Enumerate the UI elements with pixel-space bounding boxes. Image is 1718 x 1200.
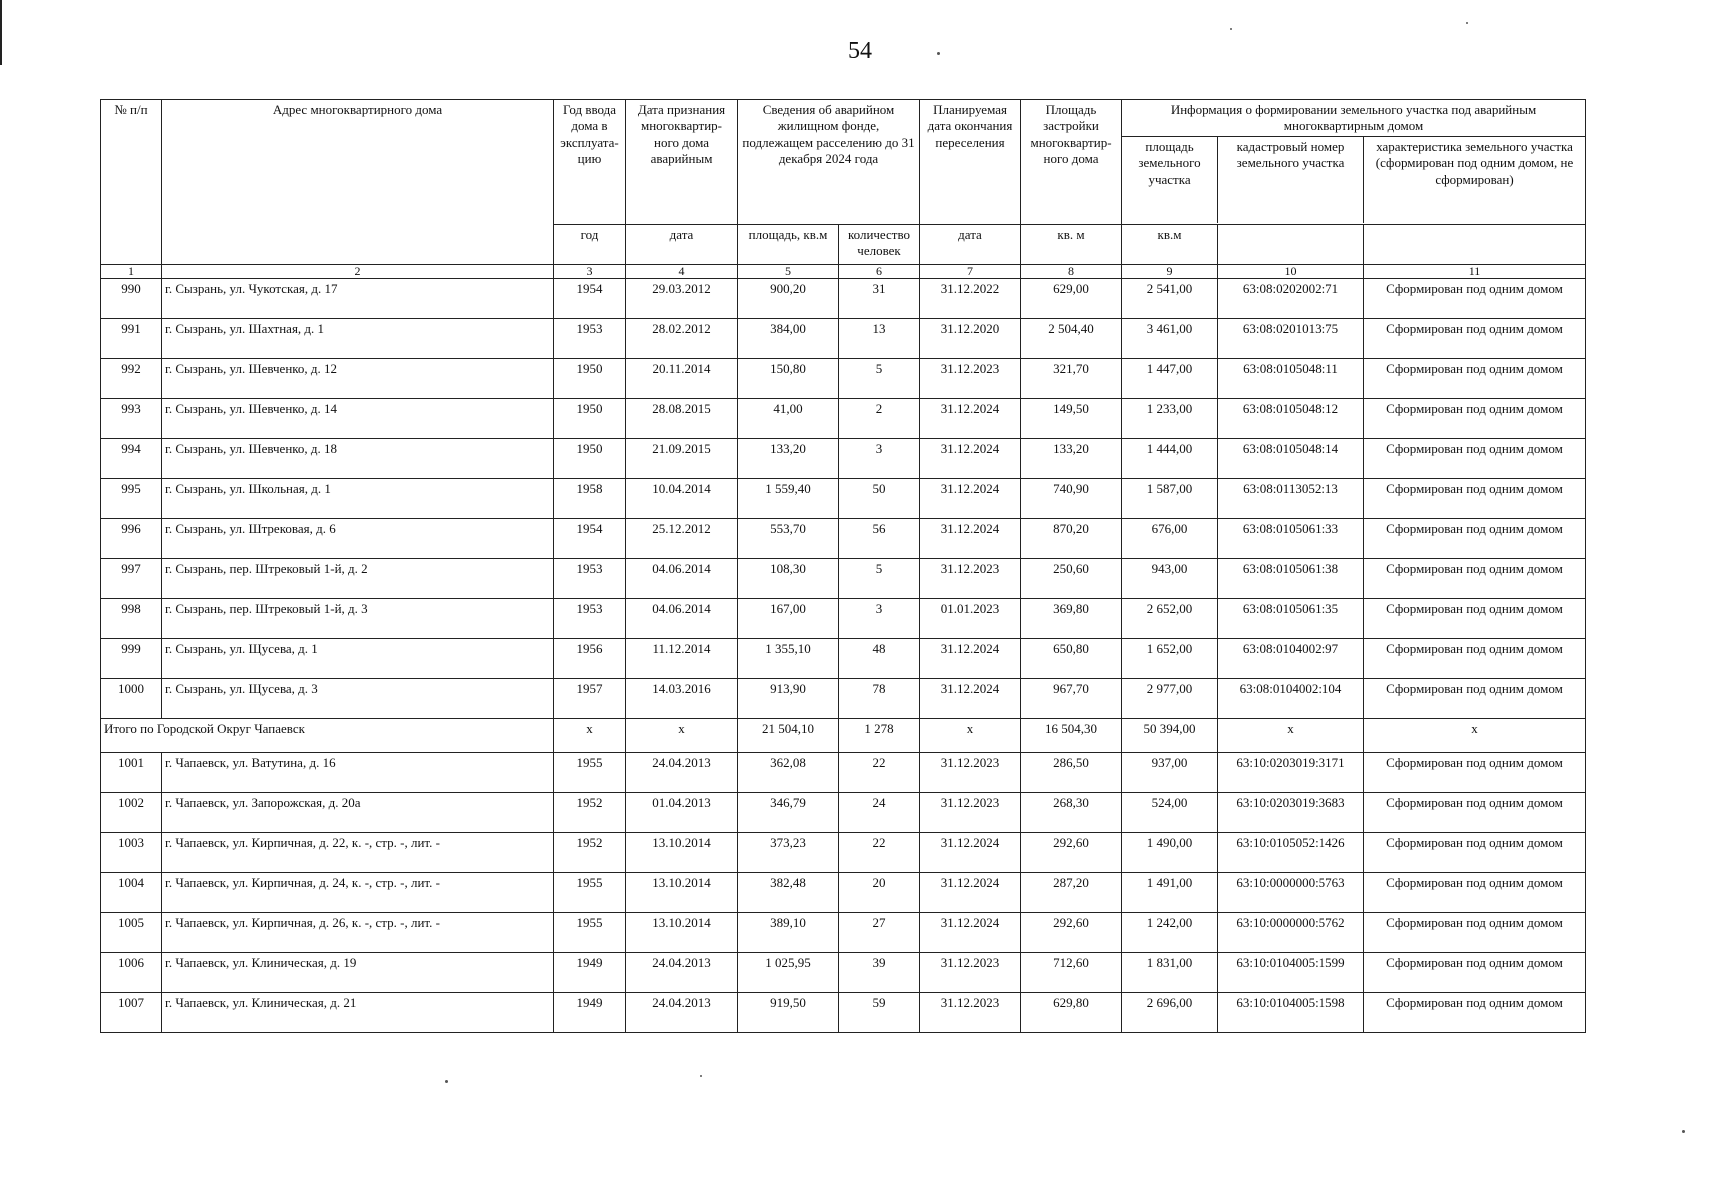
land-status: Сформирован под одним домом	[1364, 359, 1586, 399]
unit-cadastral-empty	[1218, 225, 1364, 265]
year-built: 1955	[554, 753, 626, 793]
cadastral-number: 63:10:0105052:1426	[1218, 833, 1364, 873]
year-built: 1953	[554, 559, 626, 599]
year-built: 1953	[554, 319, 626, 359]
emergency-area: 41,00	[738, 399, 839, 439]
emergency-area: 362,08	[738, 753, 839, 793]
land-area: 1 242,00	[1122, 913, 1218, 953]
address: г. Чапаевск, ул. Запорожская, д. 20а	[162, 793, 554, 833]
planned-date: 31.12.2024	[920, 913, 1021, 953]
land-area: 1 447,00	[1122, 359, 1218, 399]
recognition-date: 13.10.2014	[626, 873, 738, 913]
people-count: 48	[839, 639, 920, 679]
land-status: Сформирован под одним домом	[1364, 519, 1586, 559]
year-built: 1953	[554, 599, 626, 639]
unit-characteristic-empty	[1364, 225, 1586, 265]
emergency-area: 389,10	[738, 913, 839, 953]
recognition-date: 04.06.2014	[626, 559, 738, 599]
planned-date: 01.01.2023	[920, 599, 1021, 639]
people-count: 20	[839, 873, 920, 913]
row-number: 1001	[101, 753, 162, 793]
emergency-area: 1 355,10	[738, 639, 839, 679]
row-number: 992	[101, 359, 162, 399]
table-row	[101, 319, 1586, 359]
land-area: 3 461,00	[1122, 319, 1218, 359]
emergency-area: 1 559,40	[738, 479, 839, 519]
scan-speck	[445, 1080, 448, 1083]
recognition-date: 13.10.2014	[626, 833, 738, 873]
emergency-area: 553,70	[738, 519, 839, 559]
land-area: 2 652,00	[1122, 599, 1218, 639]
column-numbers-row	[101, 265, 1586, 279]
building-area: 292,60	[1021, 833, 1122, 873]
year-built: 1954	[554, 279, 626, 319]
building-area: 870,20	[1021, 519, 1122, 559]
row-number: 1002	[101, 793, 162, 833]
scan-speck	[937, 52, 940, 55]
column-number: 11	[1364, 265, 1586, 279]
planned-date: 31.12.2024	[920, 639, 1021, 679]
cadastral-number: 63:08:0105048:12	[1218, 399, 1364, 439]
land-area: 943,00	[1122, 559, 1218, 599]
row-number: 993	[101, 399, 162, 439]
header-land-group-title: Информация о формировании земельного участка под аварийным многоквартирным домом	[1122, 100, 1585, 137]
address: г. Чапаевск, ул. Кирпичная, д. 26, к. -, стр. -, лит. -	[162, 913, 554, 953]
emergency-area: 900,20	[738, 279, 839, 319]
row-number: 998	[101, 599, 162, 639]
unit-land: кв.м	[1122, 225, 1218, 265]
year-built: 1954	[554, 519, 626, 559]
building-area: 2 504,40	[1021, 319, 1122, 359]
header-land-group	[1122, 100, 1586, 225]
planned-date: 31.12.2024	[920, 399, 1021, 439]
header-address: Адрес многоквартирного дома	[162, 100, 554, 265]
emergency-area: 133,20	[738, 439, 839, 479]
header-emergency-fund: Сведения об аварийном жилищном фонде, подлежащем расселению до 31 декабря 2024 года	[738, 100, 920, 225]
building-area: 712,60	[1021, 953, 1122, 993]
total-people: 1 278	[839, 719, 920, 753]
recognition-date: 28.08.2015	[626, 399, 738, 439]
building-area: 967,70	[1021, 679, 1122, 719]
year-built: 1952	[554, 793, 626, 833]
column-number: 10	[1218, 265, 1364, 279]
emergency-area: 1 025,95	[738, 953, 839, 993]
cadastral-number: 63:08:0105048:14	[1218, 439, 1364, 479]
recognition-date: 21.09.2015	[626, 439, 738, 479]
header-row	[101, 100, 1586, 225]
table-row	[101, 599, 1586, 639]
people-count: 5	[839, 359, 920, 399]
emergency-area: 167,00	[738, 599, 839, 639]
total-label: Итого по Городской Округ Чапаевск	[101, 719, 554, 753]
row-number: 1006	[101, 953, 162, 993]
row-number: 990	[101, 279, 162, 319]
row-number: 999	[101, 639, 162, 679]
building-area: 629,00	[1021, 279, 1122, 319]
people-count: 2	[839, 399, 920, 439]
land-status: Сформирован под одним домом	[1364, 679, 1586, 719]
people-count: 13	[839, 319, 920, 359]
land-area: 676,00	[1122, 519, 1218, 559]
planned-date: 31.12.2024	[920, 873, 1021, 913]
address: г. Чапаевск, ул. Клиническая, д. 19	[162, 953, 554, 993]
building-area: 268,30	[1021, 793, 1122, 833]
cadastral-number: 63:08:0105061:35	[1218, 599, 1364, 639]
header-land-subcolumns	[1122, 137, 1585, 223]
land-status: Сформирован под одним домом	[1364, 399, 1586, 439]
land-area: 1 444,00	[1122, 439, 1218, 479]
table-row	[101, 793, 1586, 833]
address: г. Чапаевск, ул. Клиническая, д. 21	[162, 993, 554, 1033]
cadastral-number: 63:10:0203019:3171	[1218, 753, 1364, 793]
row-number: 997	[101, 559, 162, 599]
address: г. Сызрань, ул. Школьная, д. 1	[162, 479, 554, 519]
planned-date: 31.12.2024	[920, 833, 1021, 873]
land-area: 937,00	[1122, 753, 1218, 793]
cadastral-number: 63:08:0201013:75	[1218, 319, 1364, 359]
header-year: Год ввода дома в эксплуата-цию	[554, 100, 626, 225]
total-building-area: 16 504,30	[1021, 719, 1122, 753]
emergency-area: 150,80	[738, 359, 839, 399]
table-row	[101, 993, 1586, 1033]
land-status: Сформирован под одним домом	[1364, 559, 1586, 599]
header-cadastral: кадастровый номер земельного участка	[1218, 137, 1364, 223]
planned-date: 31.12.2023	[920, 753, 1021, 793]
land-area: 2 541,00	[1122, 279, 1218, 319]
recognition-date: 04.06.2014	[626, 599, 738, 639]
row-number: 1000	[101, 679, 162, 719]
emergency-area: 373,23	[738, 833, 839, 873]
planned-date: 31.12.2022	[920, 279, 1021, 319]
land-status: Сформирован под одним домом	[1364, 479, 1586, 519]
table-row	[101, 833, 1586, 873]
people-count: 56	[839, 519, 920, 559]
cadastral-number: 63:08:0105061:38	[1218, 559, 1364, 599]
land-area: 1 587,00	[1122, 479, 1218, 519]
column-number: 4	[626, 265, 738, 279]
total-year: x	[554, 719, 626, 753]
people-count: 27	[839, 913, 920, 953]
people-count: 22	[839, 753, 920, 793]
address: г. Сызрань, ул. Щусева, д. 1	[162, 639, 554, 679]
cadastral-number: 63:08:0105048:11	[1218, 359, 1364, 399]
people-count: 3	[839, 439, 920, 479]
table-row	[101, 873, 1586, 913]
scan-speck	[700, 1075, 702, 1077]
address: г. Сызрань, ул. Щусева, д. 3	[162, 679, 554, 719]
year-built: 1956	[554, 639, 626, 679]
people-count: 24	[839, 793, 920, 833]
header-characteristic: характеристика земельного участка (сформирован под одним домом, не сформирован)	[1375, 139, 1574, 187]
address: г. Сызрань, ул. Шевченко, д. 18	[162, 439, 554, 479]
total-cadastral: x	[1218, 719, 1364, 753]
recognition-date: 29.03.2012	[626, 279, 738, 319]
recognition-date: 01.04.2013	[626, 793, 738, 833]
row-number: 1005	[101, 913, 162, 953]
land-area: 1 490,00	[1122, 833, 1218, 873]
address: г. Сызрань, пер. Штрековый 1-й, д. 2	[162, 559, 554, 599]
recognition-date: 28.02.2012	[626, 319, 738, 359]
land-status: Сформирован под одним домом	[1364, 953, 1586, 993]
people-count: 3	[839, 599, 920, 639]
year-built: 1955	[554, 913, 626, 953]
recognition-date: 24.04.2013	[626, 753, 738, 793]
emergency-area: 346,79	[738, 793, 839, 833]
building-area: 287,20	[1021, 873, 1122, 913]
land-status: Сформирован под одним домом	[1364, 639, 1586, 679]
land-status: Сформирован под одним домом	[1364, 993, 1586, 1033]
year-built: 1955	[554, 873, 626, 913]
land-area: 2 977,00	[1122, 679, 1218, 719]
building-area: 369,80	[1021, 599, 1122, 639]
row-number: 991	[101, 319, 162, 359]
total-row	[101, 719, 1586, 753]
building-area: 321,70	[1021, 359, 1122, 399]
unit-planned: дата	[920, 225, 1021, 265]
year-built: 1950	[554, 439, 626, 479]
address: г. Сызрань, ул. Шевченко, д. 14	[162, 399, 554, 439]
column-number: 7	[920, 265, 1021, 279]
cadastral-number: 63:08:0104002:104	[1218, 679, 1364, 719]
header-recognition-date: Дата признания многоквартир-ного дома аварийным	[626, 100, 738, 225]
header-no: № п/п	[101, 100, 162, 265]
table-row	[101, 753, 1586, 793]
cadastral-number: 63:08:0113052:13	[1218, 479, 1364, 519]
planned-date: 31.12.2024	[920, 479, 1021, 519]
total-status: x	[1364, 719, 1586, 753]
row-number: 995	[101, 479, 162, 519]
building-area: 133,20	[1021, 439, 1122, 479]
building-area: 629,80	[1021, 993, 1122, 1033]
table-row	[101, 399, 1586, 439]
emergency-area: 382,48	[738, 873, 839, 913]
address: г. Чапаевск, ул. Кирпичная, д. 24, к. -, стр. -, лит. -	[162, 873, 554, 913]
land-status: Сформирован под одним домом	[1364, 833, 1586, 873]
people-count: 39	[839, 953, 920, 993]
column-number: 8	[1021, 265, 1122, 279]
emergency-area: 913,90	[738, 679, 839, 719]
land-area: 2 696,00	[1122, 993, 1218, 1033]
unit-building: кв. м	[1021, 225, 1122, 265]
people-count: 22	[839, 833, 920, 873]
address: г. Сызрань, ул. Штрековая, д. 6	[162, 519, 554, 559]
planned-date: 31.12.2020	[920, 319, 1021, 359]
planned-date: 31.12.2023	[920, 953, 1021, 993]
planned-date: 31.12.2024	[920, 679, 1021, 719]
cadastral-number: 63:08:0202002:71	[1218, 279, 1364, 319]
column-number: 1	[101, 265, 162, 279]
table-row	[101, 953, 1586, 993]
year-built: 1950	[554, 399, 626, 439]
recognition-date: 11.12.2014	[626, 639, 738, 679]
cadastral-number: 63:10:0104005:1598	[1218, 993, 1364, 1033]
address: г. Сызрань, ул. Шахтная, д. 1	[162, 319, 554, 359]
emergency-housing-table	[100, 99, 1586, 1033]
land-status: Сформирован под одним домом	[1364, 439, 1586, 479]
total-area: 21 504,10	[738, 719, 839, 753]
address: г. Сызрань, ул. Шевченко, д. 12	[162, 359, 554, 399]
row-number: 996	[101, 519, 162, 559]
row-number: 1003	[101, 833, 162, 873]
building-area: 286,50	[1021, 753, 1122, 793]
cadastral-number: 63:10:0203019:3683	[1218, 793, 1364, 833]
row-number: 1004	[101, 873, 162, 913]
table-row	[101, 359, 1586, 399]
building-area: 292,60	[1021, 913, 1122, 953]
column-number: 5	[738, 265, 839, 279]
land-status: Сформирован под одним домом	[1364, 319, 1586, 359]
building-area: 740,90	[1021, 479, 1122, 519]
land-status: Сформирован под одним домом	[1364, 753, 1586, 793]
year-built: 1949	[554, 953, 626, 993]
cadastral-number: 63:08:0104002:97	[1218, 639, 1364, 679]
land-area: 524,00	[1122, 793, 1218, 833]
recognition-date: 24.04.2013	[626, 953, 738, 993]
year-built: 1958	[554, 479, 626, 519]
land-status: Сформирован под одним домом	[1364, 279, 1586, 319]
cadastral-number: 63:10:0000000:5762	[1218, 913, 1364, 953]
people-count: 5	[839, 559, 920, 599]
scan-speck	[1230, 28, 1232, 30]
table-row	[101, 519, 1586, 559]
scan-border-line	[0, 0, 2, 65]
recognition-date: 13.10.2014	[626, 913, 738, 953]
page-number: 54	[848, 38, 872, 64]
recognition-date: 10.04.2014	[626, 479, 738, 519]
building-area: 250,60	[1021, 559, 1122, 599]
header-land-area: площадь земельного участка	[1122, 137, 1218, 223]
table-row	[101, 679, 1586, 719]
planned-date: 31.12.2023	[920, 359, 1021, 399]
planned-date: 31.12.2024	[920, 439, 1021, 479]
planned-date: 31.12.2023	[920, 993, 1021, 1033]
recognition-date: 25.12.2012	[626, 519, 738, 559]
cadastral-number: 63:08:0105061:33	[1218, 519, 1364, 559]
header-planned-date: Планируемая дата окончания переселения	[920, 100, 1021, 225]
column-number: 2	[162, 265, 554, 279]
column-number: 9	[1122, 265, 1218, 279]
people-count: 59	[839, 993, 920, 1033]
row-number: 994	[101, 439, 162, 479]
header-building-area: Площадь застройки многоквартир-ного дома	[1021, 100, 1122, 225]
recognition-date: 24.04.2013	[626, 993, 738, 1033]
unit-area: площадь, кв.м	[738, 225, 839, 265]
recognition-date: 20.11.2014	[626, 359, 738, 399]
land-area: 1 233,00	[1122, 399, 1218, 439]
land-area: 1 491,00	[1122, 873, 1218, 913]
year-built: 1950	[554, 359, 626, 399]
table-row	[101, 913, 1586, 953]
unit-date: дата	[626, 225, 738, 265]
emergency-area: 919,50	[738, 993, 839, 1033]
year-built: 1949	[554, 993, 626, 1033]
year-built: 1957	[554, 679, 626, 719]
cadastral-number: 63:10:0000000:5763	[1218, 873, 1364, 913]
land-area: 1 652,00	[1122, 639, 1218, 679]
address: г. Чапаевск, ул. Кирпичная, д. 22, к. -, стр. -, лит. -	[162, 833, 554, 873]
year-built: 1952	[554, 833, 626, 873]
total-planned: x	[920, 719, 1021, 753]
emergency-area: 108,30	[738, 559, 839, 599]
column-number: 3	[554, 265, 626, 279]
people-count: 78	[839, 679, 920, 719]
recognition-date: 14.03.2016	[626, 679, 738, 719]
table-row	[101, 479, 1586, 519]
unit-year: год	[554, 225, 626, 265]
scan-speck	[1682, 1130, 1685, 1133]
land-status: Сформирован под одним домом	[1364, 873, 1586, 913]
land-status: Сформирован под одним домом	[1364, 793, 1586, 833]
planned-date: 31.12.2024	[920, 519, 1021, 559]
table-row	[101, 279, 1586, 319]
table-row	[101, 639, 1586, 679]
land-area: 1 831,00	[1122, 953, 1218, 993]
people-count: 50	[839, 479, 920, 519]
land-status: Сформирован под одним домом	[1364, 599, 1586, 639]
address: г. Сызрань, ул. Чукотская, д. 17	[162, 279, 554, 319]
unit-people: количество человек	[839, 225, 920, 265]
scan-speck	[1466, 22, 1468, 24]
table-row	[101, 439, 1586, 479]
emergency-area: 384,00	[738, 319, 839, 359]
total-date: x	[626, 719, 738, 753]
land-status: Сформирован под одним домом	[1364, 913, 1586, 953]
address: г. Чапаевск, ул. Ватутина, д. 16	[162, 753, 554, 793]
row-number: 1007	[101, 993, 162, 1033]
table-row	[101, 559, 1586, 599]
planned-date: 31.12.2023	[920, 793, 1021, 833]
column-number: 6	[839, 265, 920, 279]
building-area: 650,80	[1021, 639, 1122, 679]
cadastral-number: 63:10:0104005:1599	[1218, 953, 1364, 993]
building-area: 149,50	[1021, 399, 1122, 439]
people-count: 31	[839, 279, 920, 319]
planned-date: 31.12.2023	[920, 559, 1021, 599]
total-land-area: 50 394,00	[1122, 719, 1218, 753]
address: г. Сызрань, пер. Штрековый 1-й, д. 3	[162, 599, 554, 639]
